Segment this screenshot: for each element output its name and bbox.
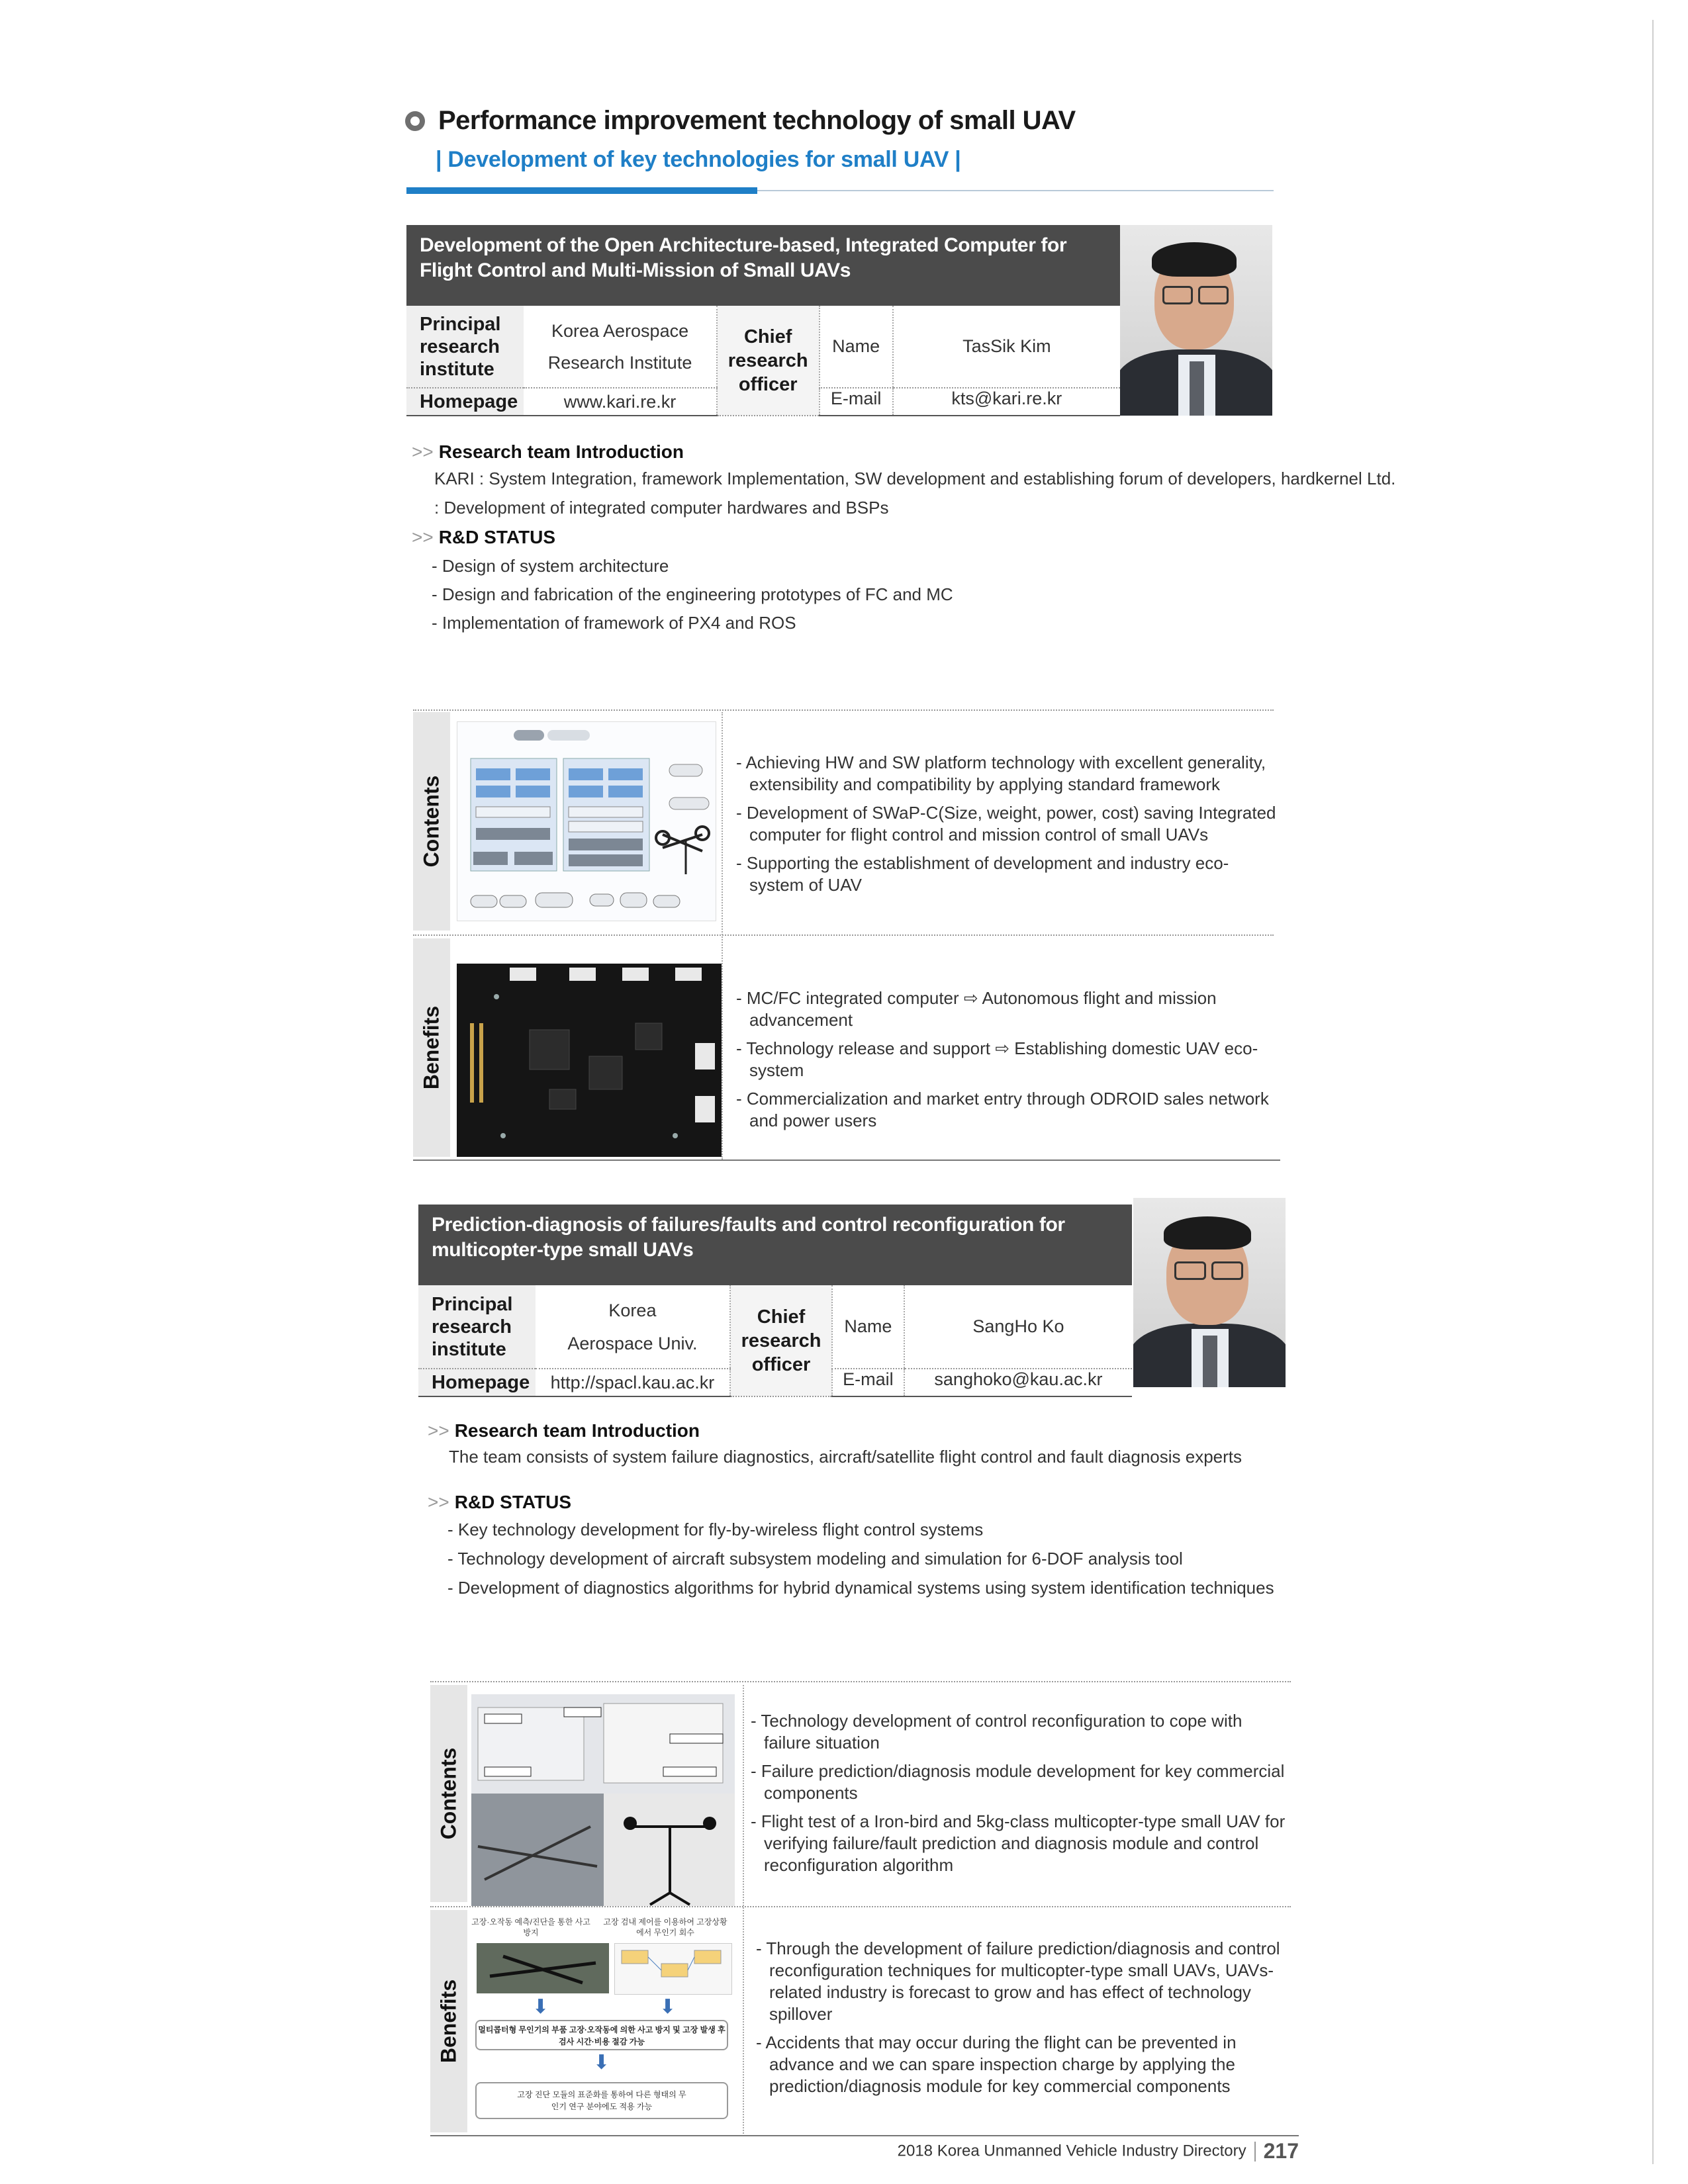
rd-status-line: - Design and fabrication of the engineering prototypes of FC and MC [432,584,953,604]
email-label: E-mail [820,388,893,416]
directory-name: 2018 Korea Unmanned Vehicle Industry Directory [897,2142,1246,2160]
principal-value [524,306,717,388]
team-intro-line: KARI : System Integration, framework Implementation, SW development and establishing forum of developers, hardkernel Ltd. [434,469,1396,488]
contents-item: - Technology development of control reconfiguration to cope with failure situation [751,1711,1243,1752]
benefit-flow-diagram [471,1917,736,2128]
principal-label: Principal research institute [406,306,524,388]
rd-status-heading: >> R&D STATUS [412,527,555,547]
footer-divider [1254,2142,1256,2161]
project-title: Prediction-diagnosis of failures/faults and control reconfiguration for multicopter-type small UAVs [418,1205,1132,1285]
homepage-label: Homepage [406,388,524,416]
page-number: 217 [1263,2139,1299,2163]
rd-status-line: - Development of diagnostics algorithms for hybrid dynamical systems using system identification techniques [447,1578,1274,1598]
contents-item: - Development of SWaP-C(Size, weight, power, cost) saving Integrated computer for flight control and mission control of small UAVs [736,803,1276,844]
homepage-link[interactable]: http://spacl.kau.ac.kr [536,1369,730,1396]
benefits-item: - Through the development of failure prediction/diagnosis and control reconfiguration techniques for multicopter-type small UAVs, UAVs-related industry is forecast to grow and has effect of technology spillover [756,1938,1280,2024]
email-value[interactable]: kts@kari.re.kr [893,388,1120,416]
contents-list [751,1710,1293,1883]
rd-status-line: - Key technology development for fly-by-wireless flight control systems [447,1520,984,1539]
principal-value [536,1285,730,1369]
email-value[interactable]: sanghoko@kau.ac.kr [904,1369,1132,1396]
contents-item: - Supporting the establishment of development and industry eco-system of UAV [736,853,1229,895]
team-intro-line: The team consists of system failure diagnostics, aircraft/satellite flight control and fault diagnosis experts [449,1447,1243,1467]
page-subtitle: | Development of key technologies for small UAV | [436,147,961,172]
page-footer [898,2139,1299,2163]
name-label: Name [820,306,893,388]
contents-label: Contents [430,1685,467,1902]
name-value: SangHo Ko [904,1285,1132,1369]
project-title: Development of the Open Architecture-based, Integrated Computer for Flight Control and Multi-Mission of Small UAVs [406,225,1120,306]
benefits-label: Benefits [430,1910,467,2132]
page-title: Performance improvement technology of small UAV [438,106,1076,135]
benefits-item: - Accidents that may occur during the flight can be prevented in advance and we can spare inspection charge by applying the prediction/diagnosis module for key commercial components [756,2032,1237,2096]
control-diagram-image [614,1943,732,1995]
circuit-board-image [457,964,722,1157]
diagram-top-right-text: 고장 검내 제어를 이용하여 고장상황에서 무인기 회수 [603,1917,727,1937]
down-arrow-icon: ⬇ [659,1996,677,2018]
name-value: TasSik Kim [893,306,1120,388]
principal-value-line: Research Institute [547,352,692,373]
contents-list [736,752,1279,903]
team-intro-line: : Development of integrated computer hardwares and BSPs [434,498,889,518]
name-label: Name [832,1285,904,1369]
down-arrow-icon: ⬇ [593,2052,610,2073]
contents-item: - Achieving HW and SW platform technology with excellent generality, extensibility and compatibility by applying standard framework [736,752,1266,794]
drone-photo [477,1943,609,1993]
officer-photo [1133,1198,1286,1387]
down-arrow-icon: ⬇ [532,1996,549,2018]
principal-label: Principal research institute [418,1285,536,1369]
rd-status-heading: >> R&D STATUS [428,1492,571,1512]
contents-item: - Flight test of a Iron-bird and 5kg-class multicopter-type small UAV for verifying failure/fault prediction and diagnosis module and control reconfiguration algorithm [751,1811,1286,1875]
homepage-label: Homepage [418,1369,536,1396]
rd-status-line: - Technology development of aircraft subsystem modeling and simulation for 6-DOF analysis tool [447,1549,1183,1569]
benefits-item: - MC/FC integrated computer ⇨ Autonomous flight and mission advancement [736,988,1217,1030]
header-accent-rule [406,187,757,194]
officer-photo [1120,225,1272,416]
benefits-label: Benefits [413,938,450,1157]
rd-status-line: - Design of system architecture [432,556,669,576]
homepage-link[interactable]: www.kari.re.kr [524,388,717,416]
principal-value-line: Korea [608,1300,657,1320]
principal-value-line: Aerospace Univ. [567,1333,698,1353]
contents-label: Contents [413,712,450,931]
principal-value-line: Korea Aerospace [551,320,689,341]
team-intro-heading: >> Research team Introduction [428,1420,700,1441]
column-divider [743,1685,744,2134]
email-label: E-mail [832,1369,904,1396]
benefits-item: - Technology release and support ⇨ Establishing domestic UAV eco-system [736,1038,1258,1080]
benefits-list [756,1938,1299,2104]
contents-item: - Failure prediction/diagnosis module development for key commercial components [751,1761,1285,1803]
page-edge-line [1652,20,1654,2164]
chief-label: Chief research officer [717,306,820,416]
benefits-item: - Commercialization and market entry through ODROID sales network and power users [736,1089,1269,1130]
diagram-middle-box: 멀티콥터형 무인기의 부품 고장·오작동에 의한 사고 방지 및 고장 발생 후 검사 시간·비용 절감 가능 [475,2020,728,2050]
column-divider [722,712,723,1160]
benefits-list [736,987,1286,1138]
chief-label: Chief research officer [730,1285,832,1396]
diagram-bottom-box: 고장 진단 모듈의 표준화를 통하여 다른 형태의 무인기 연구 분야에도 적용 가능 [475,2082,728,2119]
project-info-table [418,1285,1132,1397]
project-info-table [406,306,1120,416]
circle-bullet-icon [405,111,425,131]
team-intro-heading: >> Research team Introduction [412,441,684,462]
rd-status-line: - Implementation of framework of PX4 and ROS [432,613,796,633]
architecture-diagram-image [457,721,716,921]
test-setup-image [471,1694,735,1906]
diagram-top-left-text: 고장·오작동 예측/진단을 통한 사고 방지 [471,1917,590,1937]
